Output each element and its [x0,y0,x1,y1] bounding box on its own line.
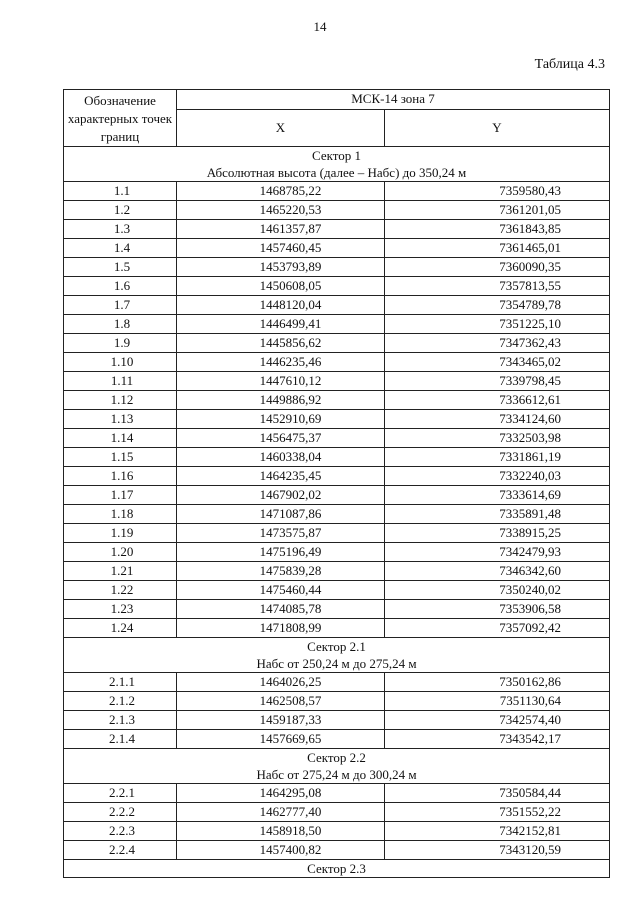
x-coordinate-cell: 1474085,78 [177,600,385,619]
sector-header [64,147,610,182]
point-id-cell: 2.2.1 [64,784,177,803]
x-coordinate-cell: 1473575,87 [177,524,385,543]
y-coordinate-cell: 7354789,78 [385,296,610,315]
y-coordinate-cell: 7350584,44 [385,784,610,803]
sector-subtitle: Набс от 275,24 м до 300,24 м [256,767,417,782]
table-row [64,353,610,372]
sector-subtitle: Абсолютная высота (далее – Набс) до 350,24 м [206,165,467,180]
point-id-cell: 2.1.4 [64,730,177,749]
x-coordinate-cell: 1471808,99 [177,619,385,638]
y-coordinate-cell: 7331861,19 [385,448,610,467]
x-coordinate-cell: 1447610,12 [177,372,385,391]
table-row [64,711,610,730]
y-coordinate-cell: 7361465,01 [385,239,610,258]
y-coordinate-cell: 7357813,55 [385,277,610,296]
sector-header-row [64,638,610,673]
x-coordinate-cell: 1465220,53 [177,201,385,220]
y-coordinate-cell: 7338915,25 [385,524,610,543]
sector-title: Сектор 2.2 [307,750,366,765]
x-coordinate-cell: 1464026,25 [177,673,385,692]
x-coordinate-cell: 1460338,04 [177,448,385,467]
table-row [64,391,610,410]
point-id-cell: 1.13 [64,410,177,429]
table-row [64,600,610,619]
point-id-cell: 2.1.1 [64,673,177,692]
point-id-cell: 1.16 [64,467,177,486]
table-row [64,543,610,562]
x-coordinate-cell: 1464235,45 [177,467,385,486]
sector-title: Сектор 2.1 [307,639,366,654]
point-id-cell: 1.24 [64,619,177,638]
y-coordinate-cell: 7333614,69 [385,486,610,505]
column-header-x: X [177,109,385,146]
point-id-cell: 1.22 [64,581,177,600]
x-coordinate-cell: 1462508,57 [177,692,385,711]
x-coordinate-cell: 1457460,45 [177,239,385,258]
y-coordinate-cell: 7351552,22 [385,803,610,822]
x-coordinate-cell: 1459187,33 [177,711,385,730]
y-coordinate-cell: 7334124,60 [385,410,610,429]
table-row [64,692,610,711]
y-coordinate-cell: 7357092,42 [385,619,610,638]
point-id-cell: 1.4 [64,239,177,258]
x-coordinate-cell: 1449886,92 [177,391,385,410]
x-coordinate-cell: 1467902,02 [177,486,385,505]
y-coordinate-cell: 7350240,02 [385,581,610,600]
table-row [64,524,610,543]
table-row [64,315,610,334]
table-row [64,841,610,860]
sector-header [64,638,610,673]
point-id-cell: 1.12 [64,391,177,410]
sector-header-row [64,749,610,784]
table-row [64,239,610,258]
point-id-cell: 1.14 [64,429,177,448]
y-coordinate-cell: 7361201,05 [385,201,610,220]
sector-header [64,860,610,878]
y-coordinate-cell: 7351225,10 [385,315,610,334]
table-row [64,220,610,239]
table-row [64,784,610,803]
sector-header-row [64,860,610,878]
table-body [64,147,610,878]
point-id-cell: 1.8 [64,315,177,334]
x-coordinate-cell: 1471087,86 [177,505,385,524]
x-coordinate-cell: 1475460,44 [177,581,385,600]
table-row [64,505,610,524]
table-caption: Таблица 4.3 [534,57,605,72]
x-coordinate-cell: 1464295,08 [177,784,385,803]
x-coordinate-cell: 1461357,87 [177,220,385,239]
sector-title: Сектор 2.3 [307,861,366,876]
coordinates-table [63,89,610,878]
y-coordinate-cell: 7343120,59 [385,841,610,860]
y-coordinate-cell: 7346342,60 [385,562,610,581]
table-row [64,619,610,638]
y-coordinate-cell: 7361843,85 [385,220,610,239]
point-id-cell: 1.10 [64,353,177,372]
x-coordinate-cell: 1457400,82 [177,841,385,860]
y-coordinate-cell: 7342479,93 [385,543,610,562]
sector-subtitle: Набс от 250,24 м до 275,24 м [256,656,417,671]
x-coordinate-cell: 1475839,28 [177,562,385,581]
y-coordinate-cell: 7347362,43 [385,334,610,353]
column-header-points: Обозначение характерных точек границ [64,90,177,147]
table-row [64,467,610,486]
table-row [64,822,610,841]
table-row [64,581,610,600]
x-coordinate-cell: 1445856,62 [177,334,385,353]
y-coordinate-cell: 7350162,86 [385,673,610,692]
point-id-cell: 2.2.2 [64,803,177,822]
y-coordinate-cell: 7332240,03 [385,467,610,486]
y-coordinate-cell: 7359580,43 [385,182,610,201]
table-row [64,448,610,467]
y-coordinate-cell: 7343465,02 [385,353,610,372]
table-row [64,201,610,220]
table-row [64,673,610,692]
table-row [64,562,610,581]
table-row [64,486,610,505]
y-coordinate-cell: 7353906,58 [385,600,610,619]
point-id-cell: 1.1 [64,182,177,201]
x-coordinate-cell: 1453793,89 [177,258,385,277]
y-coordinate-cell: 7336612,61 [385,391,610,410]
point-id-cell: 1.23 [64,600,177,619]
point-id-cell: 1.11 [64,372,177,391]
x-coordinate-cell: 1458918,50 [177,822,385,841]
sector-header [64,749,610,784]
x-coordinate-cell: 1456475,37 [177,429,385,448]
y-coordinate-cell: 7339798,45 [385,372,610,391]
point-id-cell: 1.3 [64,220,177,239]
x-coordinate-cell: 1450608,05 [177,277,385,296]
sector-header-row [64,147,610,182]
point-id-cell: 2.1.2 [64,692,177,711]
table-row [64,429,610,448]
page-number: 14 [313,19,327,34]
table-row [64,296,610,315]
y-coordinate-cell: 7332503,98 [385,429,610,448]
point-id-cell: 1.17 [64,486,177,505]
point-id-cell: 1.15 [64,448,177,467]
column-header-y: Y [385,109,610,146]
point-id-cell: 2.1.3 [64,711,177,730]
point-id-cell: 1.19 [64,524,177,543]
x-coordinate-cell: 1468785,22 [177,182,385,201]
x-coordinate-cell: 1446499,41 [177,315,385,334]
table-row [64,182,610,201]
point-id-cell: 1.7 [64,296,177,315]
point-id-cell: 1.5 [64,258,177,277]
point-id-cell: 1.20 [64,543,177,562]
y-coordinate-cell: 7342152,81 [385,822,610,841]
point-id-cell: 1.9 [64,334,177,353]
table-row [64,372,610,391]
point-id-cell: 1.6 [64,277,177,296]
table-row [64,410,610,429]
x-coordinate-cell: 1475196,49 [177,543,385,562]
point-id-cell: 1.2 [64,201,177,220]
x-coordinate-cell: 1452910,69 [177,410,385,429]
table-row [64,334,610,353]
x-coordinate-cell: 1457669,65 [177,730,385,749]
sector-title: Сектор 1 [311,148,361,163]
y-coordinate-cell: 7351130,64 [385,692,610,711]
y-coordinate-cell: 7343542,17 [385,730,610,749]
x-coordinate-cell: 1462777,40 [177,803,385,822]
y-coordinate-cell: 7342574,40 [385,711,610,730]
column-header-system: МСК-14 зона 7 [177,90,610,110]
table-row [64,730,610,749]
table-row [64,258,610,277]
point-id-cell: 1.18 [64,505,177,524]
point-id-cell: 2.2.3 [64,822,177,841]
x-coordinate-cell: 1448120,04 [177,296,385,315]
y-coordinate-cell: 7335891,48 [385,505,610,524]
point-id-cell: 1.21 [64,562,177,581]
point-id-cell: 2.2.4 [64,841,177,860]
x-coordinate-cell: 1446235,46 [177,353,385,372]
y-coordinate-cell: 7360090,35 [385,258,610,277]
table-row [64,803,610,822]
table-row [64,277,610,296]
